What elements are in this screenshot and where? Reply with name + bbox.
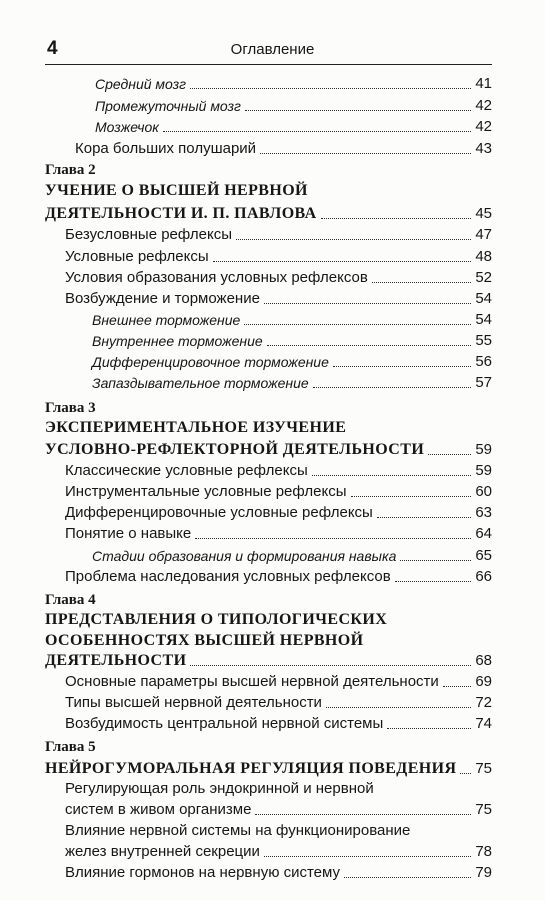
entry-title: УСЛОВНО-РЕФЛЕКТОРНОЙ ДЕЯТЕЛЬНОСТИ (45, 441, 425, 458)
entry-title: Проблема наследования условных рефлексов (65, 568, 391, 585)
entry-title: Промежуточный мозг (95, 98, 241, 114)
toc-section (45, 503, 492, 523)
chapter-label (45, 160, 492, 180)
dot-leader (321, 218, 471, 219)
dot-leader (195, 538, 471, 539)
dot-leader (351, 496, 471, 497)
dot-leader (236, 239, 471, 240)
entry-title: ДЕЯТЕЛЬНОСТИ И. П. ПАВЛОВА (45, 205, 317, 222)
page-number: 42 (475, 97, 492, 114)
page-number: 52 (475, 269, 492, 286)
chapter-title-line (45, 759, 492, 779)
entry-title: Инструментальные условные рефлексы (65, 483, 347, 500)
page-number: 68 (475, 652, 492, 669)
page-number: 60 (475, 483, 492, 500)
toc-subsection (45, 546, 492, 566)
toc-subsection (45, 117, 492, 137)
entry-title: УЧЕНИЕ О ВЫСШЕЙ НЕРВНОЙ (45, 182, 308, 199)
toc-section (45, 779, 492, 799)
dot-leader (344, 877, 471, 878)
chapter-label (45, 590, 492, 610)
chapter-title-line (45, 631, 492, 651)
dot-leader (377, 517, 471, 518)
toc-subsection (45, 352, 492, 372)
entry-title: ПРЕДСТАВЛЕНИЯ О ТИПОЛОГИЧЕСКИХ (45, 611, 388, 628)
toc-section (45, 842, 492, 862)
page-number: 66 (475, 568, 492, 585)
page-number: 72 (475, 694, 492, 711)
page-number-header: 4 (47, 38, 58, 59)
toc-section (45, 821, 492, 841)
dot-leader (245, 110, 471, 111)
toc-section (45, 693, 492, 713)
entry-title: Запаздывательное торможение (92, 375, 309, 391)
toc-subsection (45, 310, 492, 330)
page-number: 43 (475, 140, 492, 157)
page-number: 63 (475, 504, 492, 521)
dot-leader (264, 856, 471, 857)
toc-subsection (45, 331, 492, 351)
page-number: 56 (475, 353, 492, 370)
dot-leader (428, 454, 471, 455)
dot-leader (333, 366, 471, 367)
chapter-label (45, 737, 492, 757)
page-number: 78 (475, 843, 492, 860)
toc-section (45, 289, 492, 309)
running-head-title: Оглавление (230, 41, 315, 58)
entry-title: Безусловные рефлексы (65, 226, 233, 243)
page-number: 75 (475, 801, 492, 818)
dot-leader (460, 773, 471, 774)
entry-title: Влияние гормонов на нервную систему (65, 864, 341, 881)
entry-title: Глава 2 (45, 162, 96, 178)
entry-title: Основные параметры высшей нервной деятельности (65, 673, 439, 690)
entry-title: Возбудимость центральной нервной системы (65, 715, 384, 732)
entry-title: ЭКСПЕРИМЕНТАЛЬНОЕ ИЗУЧЕНИЕ (45, 419, 347, 436)
entry-title: Влияние нервной системы на функционирование (65, 822, 411, 839)
entry-title: ДЕЯТЕЛЬНОСТИ (45, 652, 187, 669)
toc-section (45, 482, 492, 502)
dot-leader (244, 324, 471, 325)
chapter-title-line (45, 651, 492, 671)
entry-title: желез внутренней секреции (65, 843, 260, 860)
dot-leader (255, 814, 471, 815)
entry-title: Условия образования условных рефлексов (65, 269, 368, 286)
page-number: 64 (475, 525, 492, 542)
chapter-title-line (45, 204, 492, 224)
page-number: 55 (475, 332, 492, 349)
dot-leader (372, 282, 471, 283)
toc-section (45, 863, 492, 883)
dot-leader (190, 88, 471, 89)
toc-section (45, 714, 492, 734)
dot-leader (264, 303, 471, 304)
dot-leader (190, 665, 471, 666)
entry-title: Внешнее торможение (92, 312, 241, 328)
dot-leader (326, 707, 471, 708)
dot-leader (312, 475, 471, 476)
entry-title: Регулирующая роль эндокринной и нервной (65, 780, 374, 797)
entry-title: Глава 3 (45, 400, 96, 416)
dot-leader (400, 560, 471, 561)
page-number: 75 (475, 760, 492, 777)
toc-section (45, 672, 492, 692)
entry-title: Дифференцировочное торможение (92, 354, 329, 370)
toc-section (45, 800, 492, 820)
page-number: 59 (475, 441, 492, 458)
page-number: 47 (475, 226, 492, 243)
chapter-title-line (45, 181, 492, 201)
toc-section (45, 225, 492, 245)
entry-title: Глава 5 (45, 739, 96, 755)
toc-subsection (45, 373, 492, 393)
toc-section (45, 247, 492, 267)
dot-leader (260, 153, 471, 154)
chapter-title-line (45, 610, 492, 630)
dot-leader (213, 261, 471, 262)
page-number: 65 (475, 547, 492, 564)
entry-title: систем в живом организме (65, 801, 252, 818)
toc-section (45, 268, 492, 288)
page-number: 42 (475, 118, 492, 135)
entry-title: Мозжечок (95, 119, 159, 135)
toc-subsection (45, 74, 492, 94)
page-number: 54 (475, 311, 492, 328)
entry-title: Глава 4 (45, 592, 96, 608)
dot-leader (267, 345, 471, 346)
entry-title: Стадии образования и формирования навыка (92, 548, 397, 564)
page-number: 74 (475, 715, 492, 732)
page-number: 57 (475, 374, 492, 391)
page-number: 79 (475, 864, 492, 881)
dot-leader (443, 686, 471, 687)
entry-title: Понятие о навыке (65, 525, 192, 542)
page-number: 41 (475, 75, 492, 92)
entry-title: Условные рефлексы (65, 248, 209, 265)
entry-title: Внутреннее торможение (92, 333, 263, 349)
chapter-title-line (45, 440, 492, 460)
entry-title: Возбуждение и торможение (65, 290, 260, 307)
entry-title: Дифференцировочные условные рефлексы (65, 504, 373, 521)
page-number: 54 (475, 290, 492, 307)
entry-title: Классические условные рефлексы (65, 462, 308, 479)
chapter-label (45, 398, 492, 418)
dot-leader (163, 131, 471, 132)
page-number: 45 (475, 205, 492, 222)
page-number: 69 (475, 673, 492, 690)
entry-title: НЕЙРОГУМОРАЛЬНАЯ РЕГУЛЯЦИЯ ПОВЕДЕНИЯ (45, 760, 457, 777)
dot-leader (387, 728, 471, 729)
toc-section (45, 524, 492, 544)
entry-title: Кора больших полушарий (75, 140, 257, 157)
toc-subsection (45, 96, 492, 116)
page-number: 59 (475, 462, 492, 479)
toc-section (45, 139, 492, 159)
entry-title: Типы высшей нервной деятельности (65, 694, 322, 711)
toc-section (45, 567, 492, 587)
chapter-title-line (45, 418, 492, 438)
page-number: 48 (475, 248, 492, 265)
dot-leader (313, 387, 471, 388)
entry-title: Средний мозг (95, 76, 187, 92)
dot-leader (395, 581, 471, 582)
entry-title: ОСОБЕННОСТЯХ ВЫСШЕЙ НЕРВНОЙ (45, 632, 364, 649)
toc-section (45, 461, 492, 481)
